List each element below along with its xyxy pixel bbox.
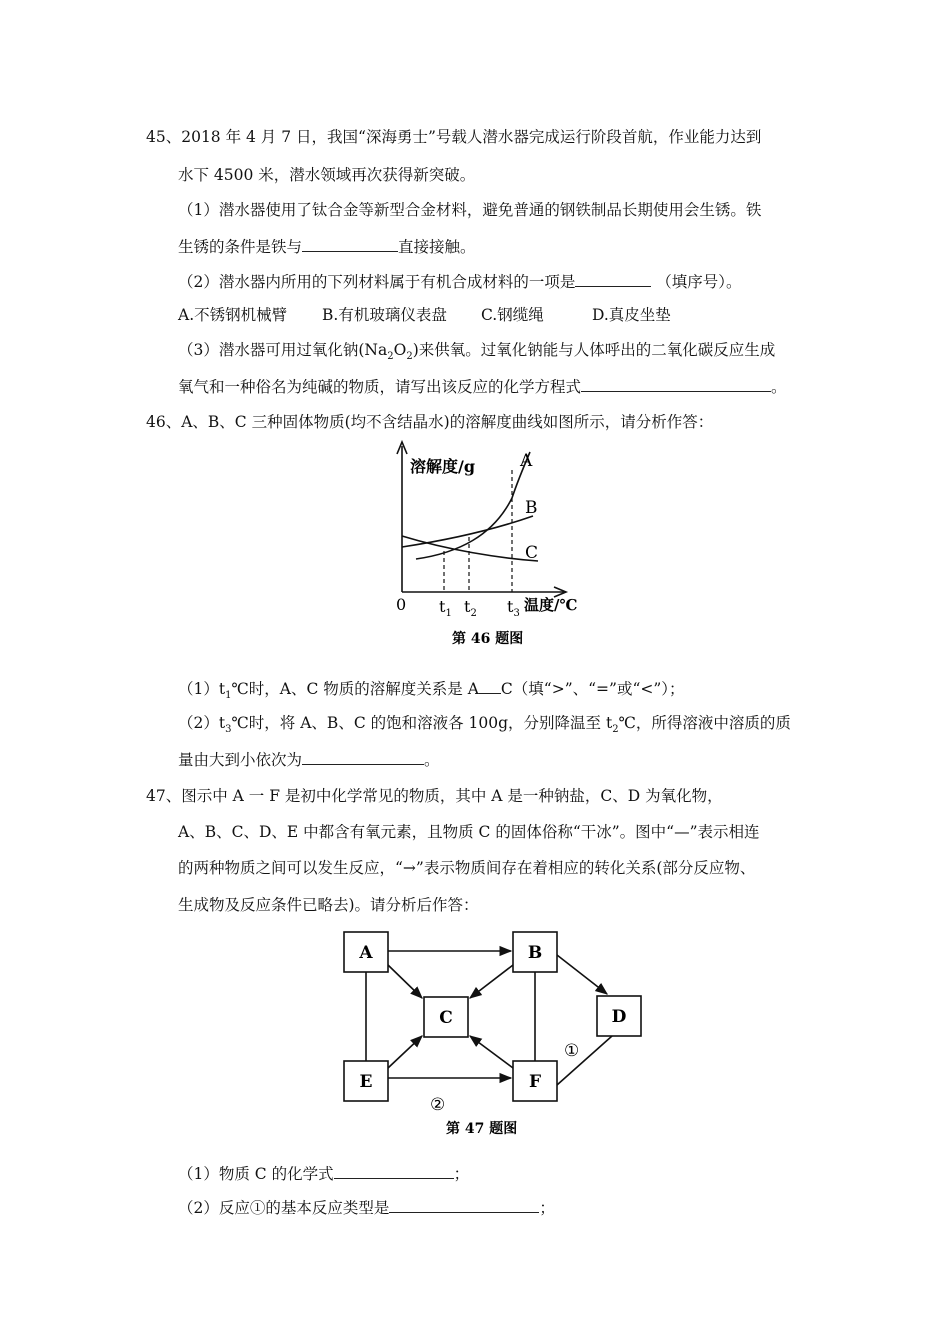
node-a-label: A	[359, 943, 373, 963]
q45-part3-text: （3）潜水器可用过氧化钠(Na	[178, 341, 388, 359]
q45-option-b: B.有机玻璃仪表盘	[322, 306, 447, 324]
q45-part3-line1	[178, 340, 775, 367]
q46-part1-sub: 1	[225, 690, 232, 702]
q46-part1-text: （1）t	[178, 680, 226, 698]
q45-part3-text-o: O	[393, 341, 407, 359]
q47-part1-tail: ；	[453, 1165, 470, 1183]
curve-label-c: C	[525, 543, 539, 563]
q45-option-a: A.不锈钢机械臂	[178, 306, 288, 324]
edge-a-to-c	[388, 965, 422, 998]
q46-part1-text2: ℃时，A、C 物质的溶解度关系是 A	[231, 680, 479, 698]
q46-solubility-figure	[388, 438, 598, 652]
q45-part3-text2: 氧气和一种俗名为纯碱的物质，请写出该反应的化学方程式	[178, 378, 582, 396]
q45-part2-line	[178, 271, 742, 292]
q45-part1-line1: （1）潜水器使用了钛合金等新型合金材料，避免普通的钢铁制品长期使用会生锈。铁	[178, 201, 762, 219]
curve-label-a: A	[520, 451, 533, 471]
q45-stem-line1: 45、2018 年 4 月 7 日，我国“深海勇士”号载人潜水器完成运行阶段首航，作业能力达到	[146, 128, 762, 146]
q46-part2-line2	[178, 749, 440, 770]
q46-part2-text2: ℃时，将 A、B、C 的饱和溶液各 100g，分别降温至 t	[231, 714, 613, 732]
node-b-label: B	[527, 943, 543, 963]
y-axis-label: 溶解度/g	[410, 457, 476, 476]
q45-part2-text: （2）潜水器内所用的下列材料属于有机合成材料的一项是	[178, 273, 576, 291]
edge-b-to-d	[557, 955, 607, 994]
q47-relation-figure	[336, 925, 652, 1143]
q47-part2-blank[interactable]	[389, 1197, 539, 1213]
q45-option-c: C.钢缆绳	[481, 306, 544, 324]
curve-label-b: B	[525, 498, 538, 518]
q47-stem-line2: A、B、C、D、E 中都含有氧元素，且物质 C 的固体俗称“干冰”。图中“—”表示相连	[178, 823, 760, 841]
q47-figure-caption: 第 47 题图	[446, 1121, 518, 1137]
edge-e-to-c	[388, 1036, 422, 1068]
q46-part2-blank[interactable]	[302, 749, 424, 765]
q46-part1-blank[interactable]	[479, 678, 501, 694]
q45-stem-line2: 水下 4500 米，潜水领域再次获得新突破。	[178, 166, 476, 184]
q45-part3-blank[interactable]	[581, 376, 771, 392]
q45-part3-line2	[178, 376, 787, 397]
q46-stem: 46、A、B、C 三种固体物质(均不含结晶水)的溶解度曲线如图所示，请分析作答：	[146, 413, 714, 431]
q45-part1-line2	[178, 236, 476, 257]
q47-part1-text: （1）物质 C 的化学式	[178, 1165, 334, 1183]
q47-part1-line	[178, 1163, 469, 1184]
q46-part2-sub2: 2	[612, 724, 619, 736]
node-d-label: D	[611, 1007, 627, 1027]
reaction-mark-1: ①	[564, 1041, 580, 1061]
q45-part2-tail: （填序号）。	[651, 273, 742, 291]
q45-part1-text: 生锈的条件是铁与	[178, 238, 303, 256]
edge-f-to-c	[470, 1036, 513, 1068]
q46-figure-caption: 第 46 题图	[452, 631, 524, 647]
q45-part3-sub: 2	[387, 351, 394, 363]
q45-part3-sub2: 2	[406, 351, 413, 363]
q47-part1-blank[interactable]	[334, 1163, 454, 1179]
q47-stem-line1: 47、图示中 A 一 F 是初中化学常见的物质，其中 A 是一种钠盐，C、D 为氧化物，	[146, 787, 723, 805]
q46-part1-tail: C（填“>”、“=”或“<”）；	[500, 680, 685, 698]
q45-part2-blank[interactable]	[575, 271, 651, 287]
q45-part3-text-tail: )来供氧。过氧化钠能与人体呼出的二氧化碳反应生成	[412, 341, 776, 359]
q46-part2-text3: ℃，所得溶液中溶质的质	[618, 714, 791, 732]
reaction-mark-2: ②	[430, 1095, 446, 1115]
q46-part2-line2-text: 量由大到小依次为	[178, 751, 303, 769]
q46-part2-period: 。	[424, 751, 440, 769]
tick-t1: $t_1$	[439, 597, 452, 619]
q46-part2-text: （2）t	[178, 714, 226, 732]
q45-part1-tail: 直接接触。	[398, 238, 476, 256]
q47-stem-line4: 生成物及反应条件已略去)。请分析后作答：	[178, 896, 479, 914]
node-f-label: F	[528, 1072, 542, 1092]
x-axis-label: 温度/℃	[524, 596, 578, 614]
q45-part1-blank[interactable]	[302, 236, 398, 252]
q47-part2-line	[178, 1197, 555, 1218]
q45-option-d: D.真皮坐垫	[592, 306, 671, 324]
tick-t3: $t_3$	[507, 597, 520, 619]
q47-part2-tail: ；	[539, 1199, 555, 1217]
tick-t2: $t_2$	[464, 597, 477, 619]
q47-part2-text: （2）反应①的基本反应类型是	[178, 1199, 390, 1217]
q46-part2-sub1: 3	[225, 724, 232, 736]
node-c-label: C	[439, 1008, 453, 1028]
q47-stem-line3: 的两种物质之间可以发生反应，“→”表示物质间存在着相应的转化关系(部分反应物、	[178, 859, 756, 877]
q45-part3-period: 。	[771, 378, 787, 396]
q46-part2-line1	[178, 713, 791, 740]
q46-part1-line	[178, 678, 685, 706]
edge-b-to-c	[470, 965, 513, 998]
origin-label: 0	[396, 595, 407, 614]
node-e-label: E	[359, 1072, 373, 1092]
